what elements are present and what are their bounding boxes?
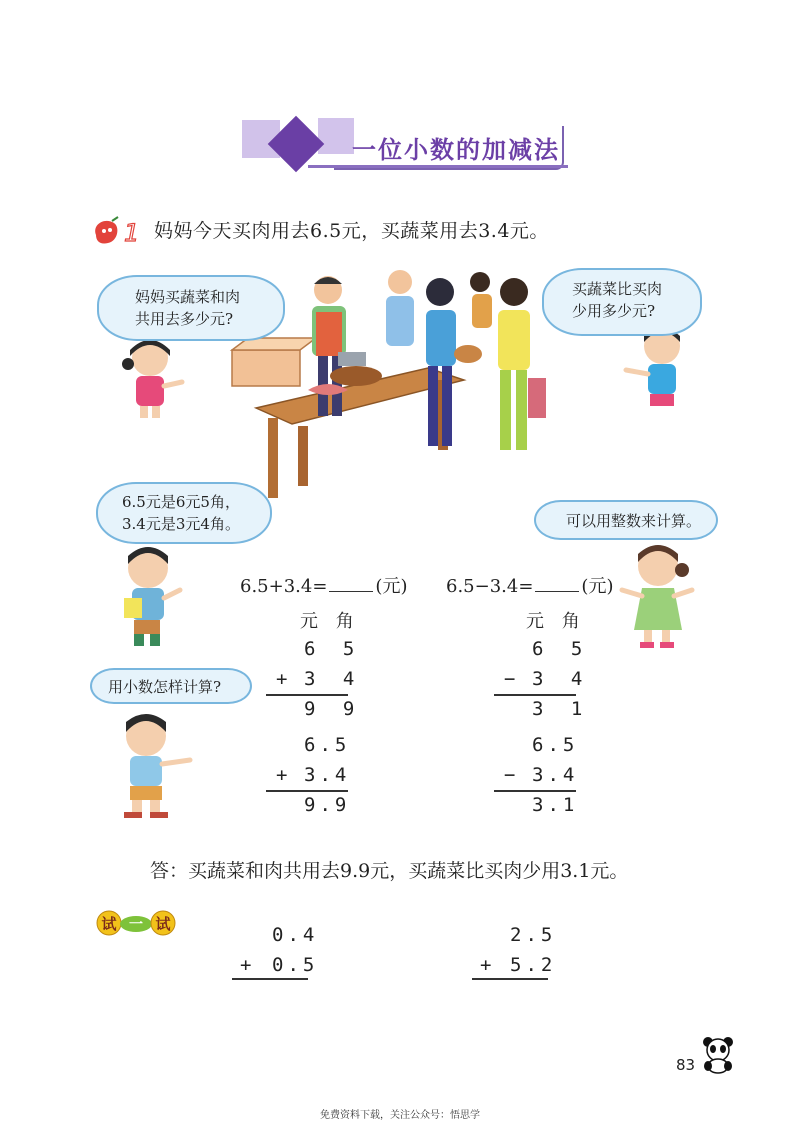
boy-books-illustration — [118, 540, 184, 650]
try-ex2-rule — [472, 978, 548, 980]
calc-add-int-op: + — [276, 668, 288, 690]
calc-sub-int-row2: 3 4 — [532, 668, 591, 690]
speech-bubble-boy-top — [542, 268, 702, 336]
page-title: 一位小数的加减法 — [352, 136, 560, 164]
try-it-badge-art — [96, 910, 176, 936]
calc-add-int-result: 9 9 — [304, 698, 363, 720]
banner-underline — [308, 165, 568, 168]
answer-blank — [329, 576, 373, 592]
speech-bubble-boy-bottom — [90, 668, 252, 704]
calc-sub-dec-op: − — [504, 764, 516, 786]
try-label-right: 试 — [155, 915, 171, 933]
equation-add — [240, 572, 407, 598]
try-ex1-row2: 0.5 — [272, 954, 319, 976]
calc-sub-dec-rule — [494, 790, 576, 792]
calc-add-int-rule — [266, 694, 348, 696]
bubble-line: 妈妈买蔬菜和肉 — [135, 288, 241, 306]
page-number: 83 — [676, 1056, 696, 1074]
bubble-line: 用小数怎样计算? — [108, 678, 222, 696]
calc-sub-int-result: 3 1 — [532, 698, 591, 720]
equation-sub — [446, 572, 613, 598]
unit-label: (元) — [581, 576, 614, 597]
calc-add-dec-result: 9.9 — [304, 794, 351, 816]
calc-add-int-row2: 3 4 — [304, 668, 363, 690]
try-label-left: 试 — [101, 915, 117, 933]
boy-pointing-illustration — [110, 706, 194, 822]
calc-sub-int-rule — [494, 694, 576, 696]
bubble-line: 可以用整数来计算。 — [566, 512, 702, 530]
bubble-line: 6.5元是6元5角， — [122, 493, 240, 511]
bubble-line: 3.4元是3元4角。 — [122, 515, 240, 533]
try-ex1-rule — [232, 978, 308, 980]
bubble-line: 买蔬菜比买肉 — [572, 280, 663, 298]
calc-sub-dec-result: 3.1 — [532, 794, 579, 816]
calc-add-int-header: 元 角 — [300, 611, 360, 632]
try-ex2-row2: 5.2 — [510, 954, 557, 976]
calc-sub-int-header: 元 角 — [526, 611, 586, 632]
calc-sub-dec-row2: 3.4 — [532, 764, 579, 786]
bubble-line: 共用去多少元? — [135, 310, 234, 328]
try-ex2-op: + — [480, 954, 492, 976]
answer-blank — [535, 576, 579, 592]
try-it-badge — [96, 910, 176, 936]
bubble-line: 少用多少元? — [572, 302, 656, 320]
panda-icon — [700, 1034, 736, 1074]
calc-add-dec-row1: 6.5 — [304, 734, 351, 756]
speech-bubble-girl-top — [97, 275, 285, 341]
calc-sub-dec-row1: 6.5 — [532, 734, 579, 756]
girl-pink-illustration — [112, 336, 188, 420]
try-ex1-op: + — [240, 954, 252, 976]
try-ex1-row1: 0.4 — [272, 924, 319, 946]
calc-sub-int-row1: 6 5 — [532, 638, 591, 660]
calc-add-dec-rule — [266, 790, 348, 792]
calc-add-int-row1: 6 5 — [304, 638, 363, 660]
equation-sub-expr: 6.5−3.4= — [446, 576, 534, 597]
girl-green-illustration — [616, 540, 696, 650]
answer-text: 答：买蔬菜和肉共用去9.9元，买蔬菜比买肉少用3.1元。 — [150, 860, 629, 882]
footer-note: 免费资料下载，关注公众号：悟思学 — [320, 1110, 480, 1121]
problem-number-icon — [90, 215, 146, 247]
equation-add-expr: 6.5+3.4= — [240, 576, 328, 597]
boy-blue-illustration — [618, 324, 698, 414]
problem-number: 1 — [124, 219, 140, 247]
try-label-mid: 一 — [129, 917, 143, 933]
try-ex2-row1: 2.5 — [510, 924, 557, 946]
calc-sub-int-op: − — [504, 668, 516, 690]
speech-bubble-girl-mid — [534, 500, 718, 540]
calc-add-dec-row2: 3.4 — [304, 764, 351, 786]
unit-label: (元) — [375, 576, 408, 597]
speech-bubble-boy-mid — [96, 482, 272, 544]
problem-text: 妈妈今天买肉用去6.5元，买蔬菜用去3.4元。 — [154, 220, 549, 242]
calc-add-dec-op: + — [276, 764, 288, 786]
